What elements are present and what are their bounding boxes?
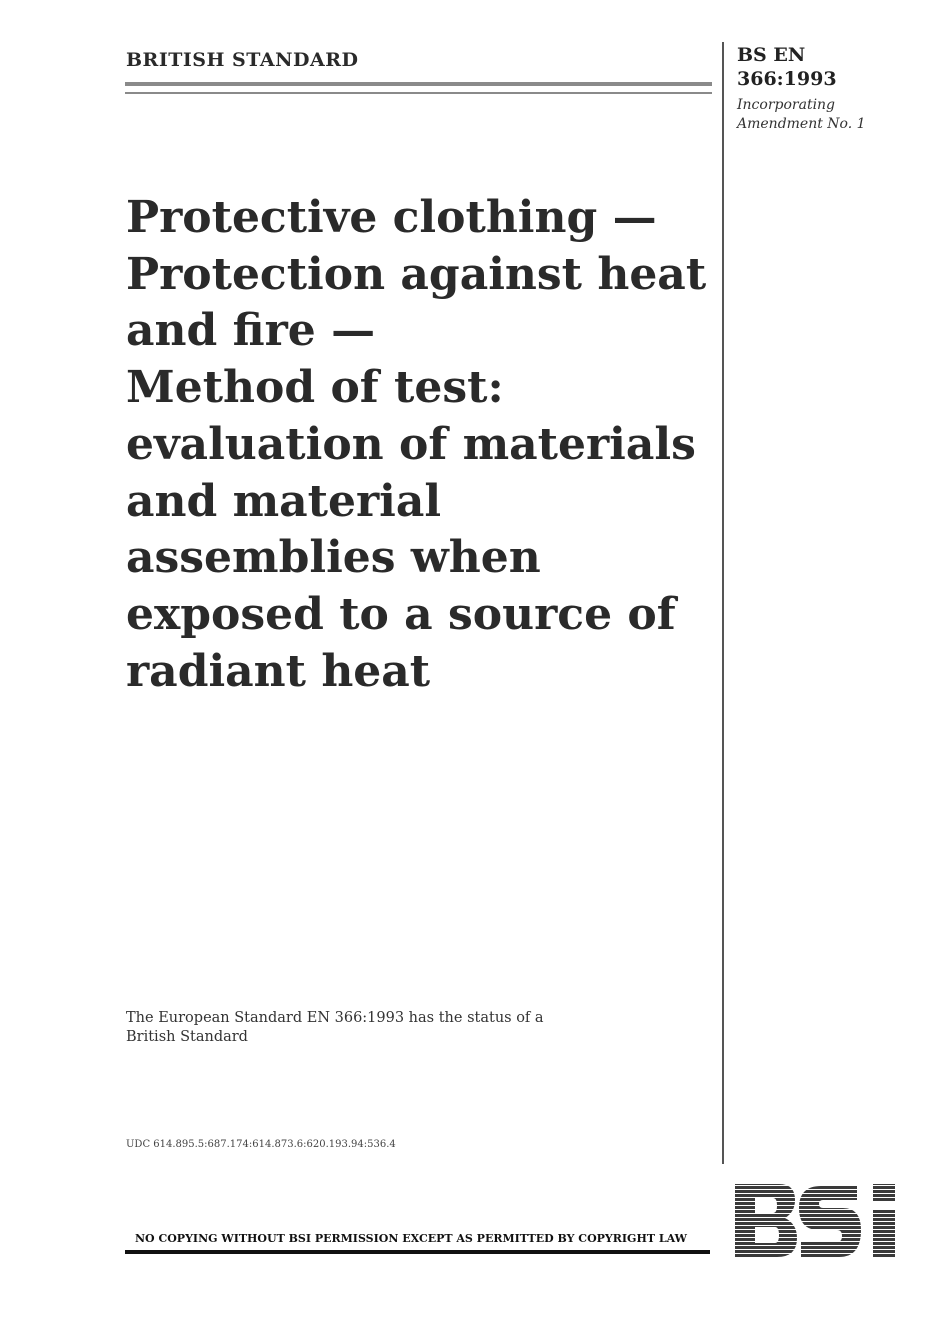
document-type-label: BRITISH STANDARD bbox=[126, 49, 359, 71]
standard-number-line: BS EN bbox=[737, 44, 806, 66]
title-line: Method of test: bbox=[126, 362, 504, 414]
title-line: exposed to a source of bbox=[126, 588, 676, 640]
status-line: British Standard bbox=[126, 1029, 248, 1045]
header-rule-thick bbox=[125, 82, 712, 86]
udc-classification: UDC 614.895.5:687.174:614.873.6:620.193.94:536.4 bbox=[126, 1139, 396, 1150]
amendment-line: Incorporating bbox=[737, 97, 836, 113]
bsi-logo-icon bbox=[733, 1182, 900, 1259]
document-title bbox=[126, 190, 716, 700]
status-statement bbox=[126, 1009, 586, 1047]
copyright-notice: NO COPYING WITHOUT BSI PERMISSION EXCEPT AS PERMITTED BY COPYRIGHT LAW bbox=[135, 1232, 687, 1245]
standard-number bbox=[737, 43, 937, 91]
amendment-line: Amendment No. 1 bbox=[737, 116, 866, 132]
title-line: radiant heat bbox=[126, 645, 431, 697]
amendment-note bbox=[737, 96, 937, 134]
vertical-divider bbox=[722, 42, 724, 1164]
title-line: and material bbox=[126, 475, 442, 527]
title-line: assemblies when bbox=[126, 532, 541, 584]
title-line: evaluation of materials bbox=[126, 418, 696, 470]
standard-number-line: 366:1993 bbox=[737, 68, 837, 90]
status-line: The European Standard EN 366:1993 has the status of a bbox=[126, 1010, 544, 1026]
header-rule-thin bbox=[125, 92, 712, 94]
footer-rule bbox=[125, 1250, 710, 1254]
title-line: and fire — bbox=[126, 305, 376, 357]
title-line: Protection against heat bbox=[126, 248, 707, 300]
title-line: Protective clothing — bbox=[126, 192, 657, 243]
